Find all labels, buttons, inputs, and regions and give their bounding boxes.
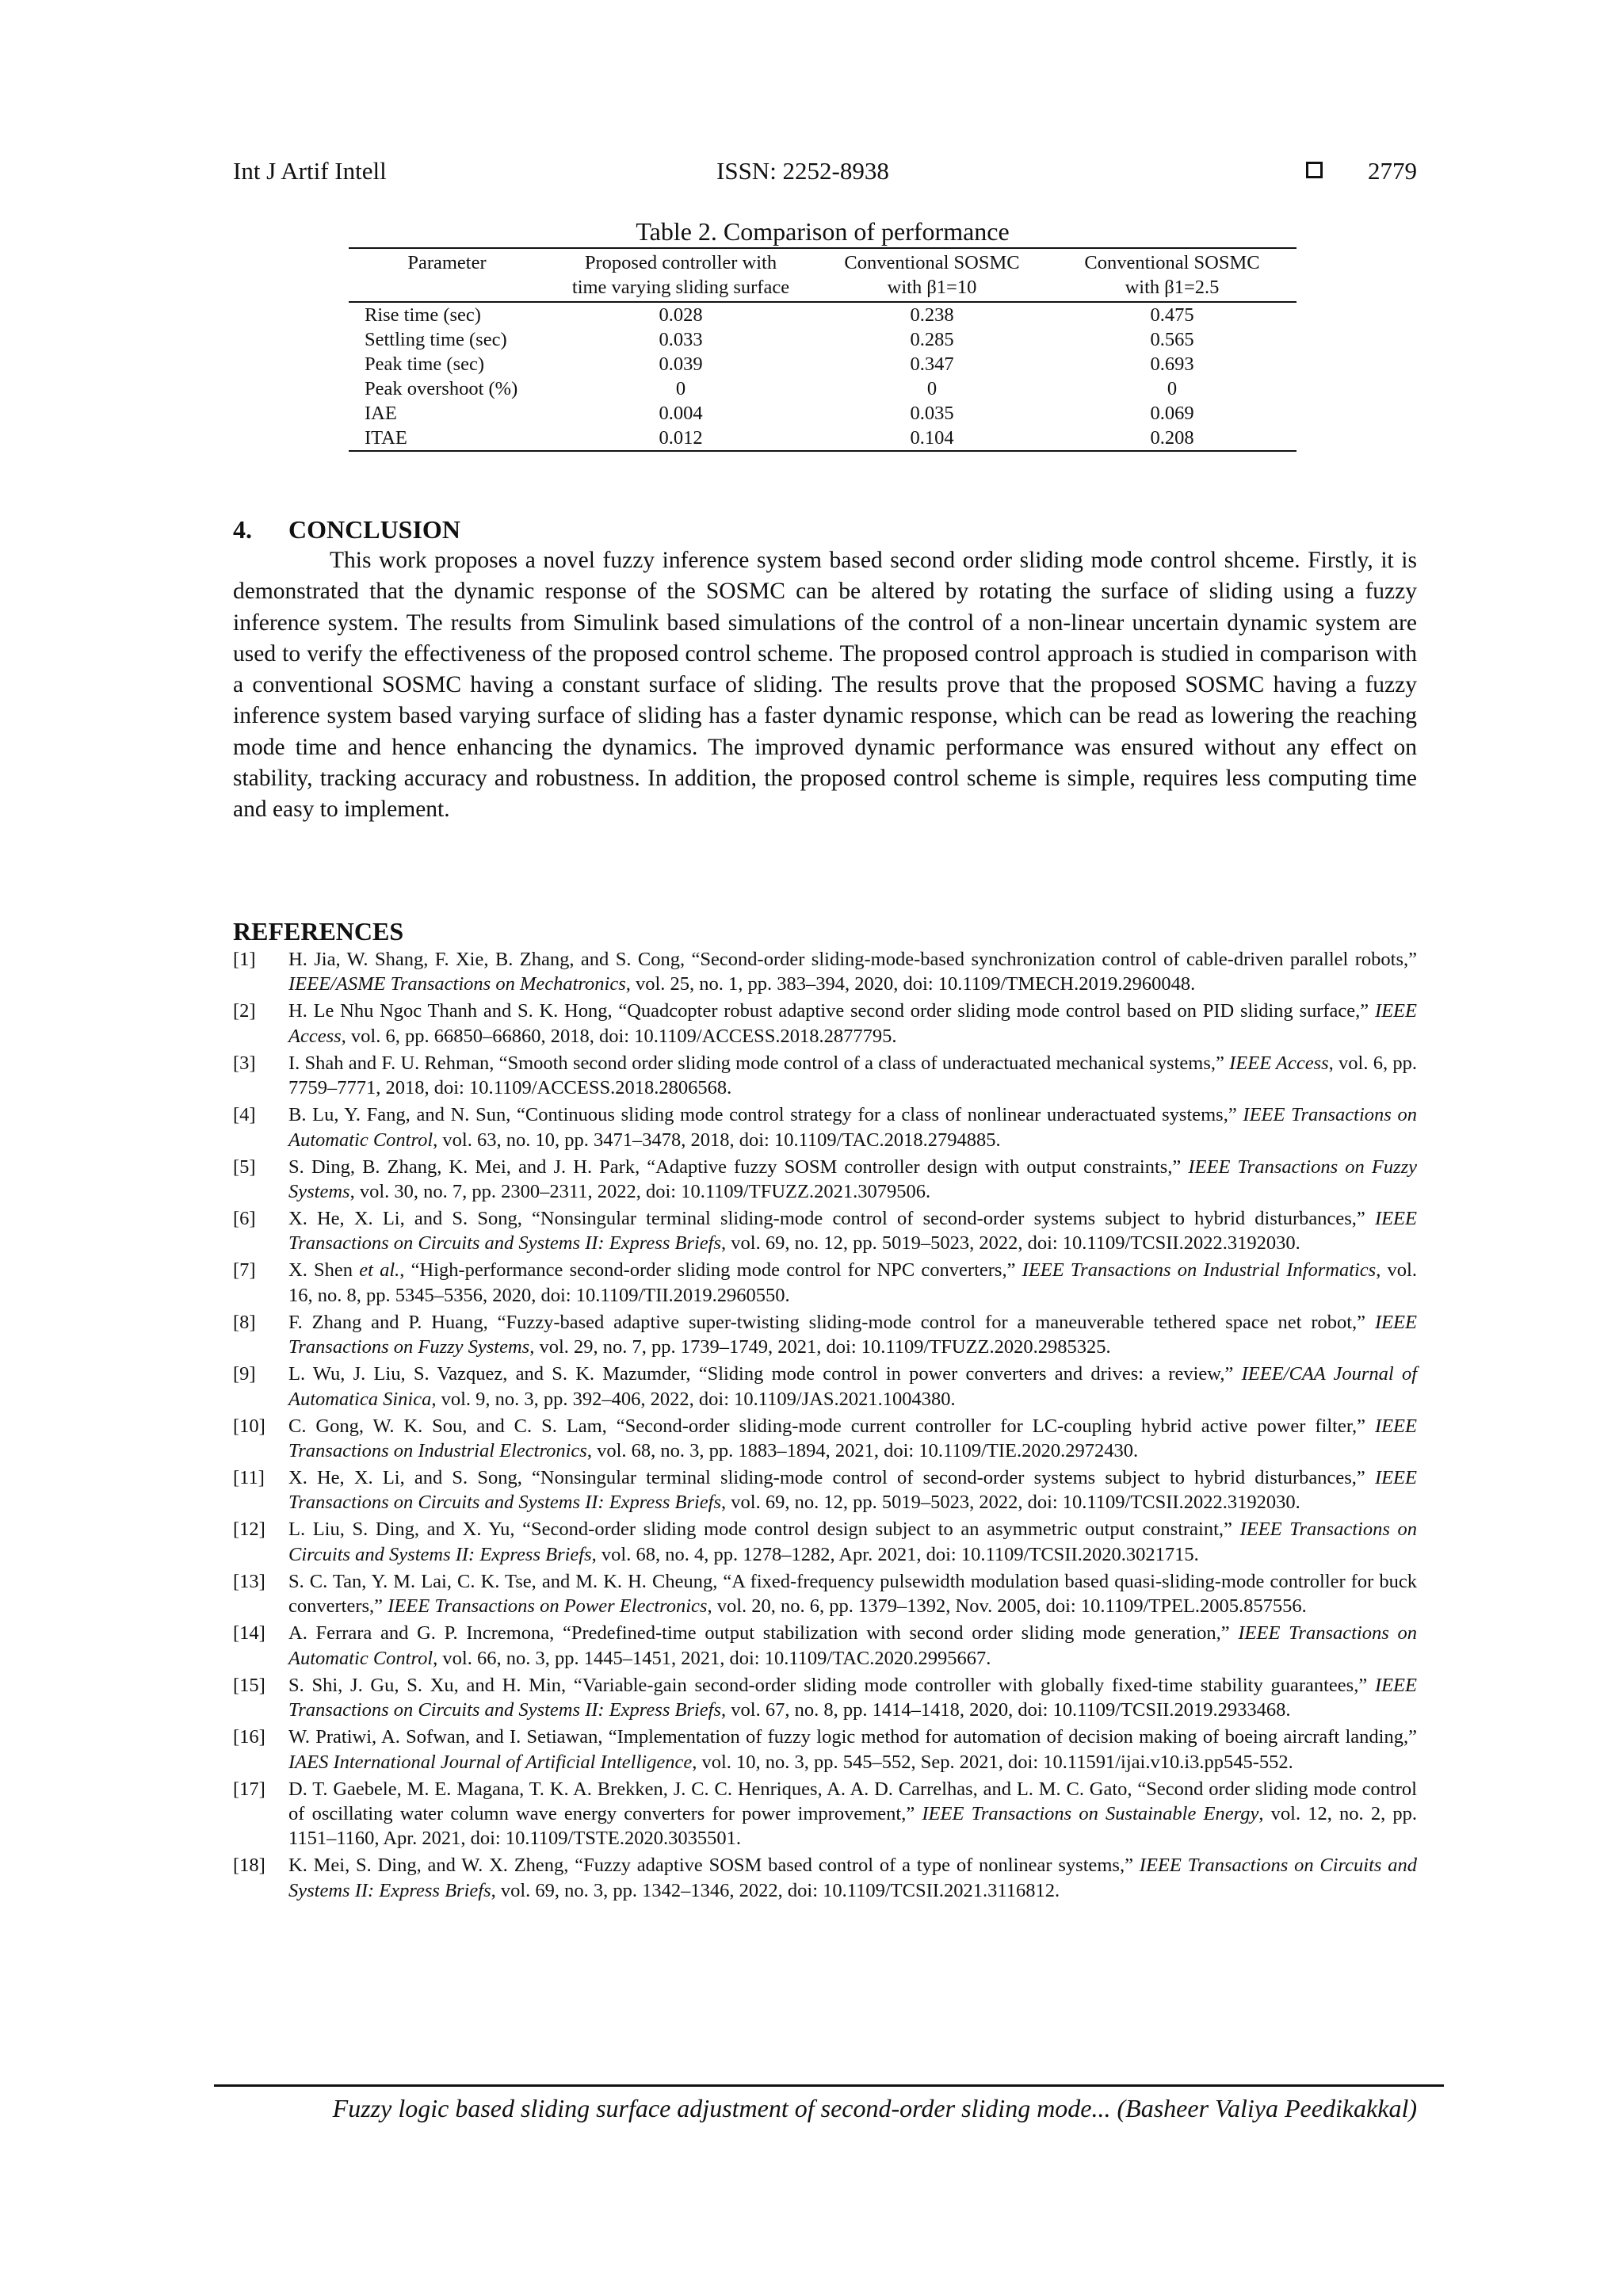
reference-item (233, 1310, 1417, 1360)
reference-number: [7] (233, 1259, 256, 1282)
issn: ISSN: 2252-8938 (716, 157, 889, 185)
table-cell: 0.347 (910, 353, 954, 375)
reference-item (233, 1465, 1417, 1515)
table-cell: 0.039 (659, 353, 703, 375)
performance-table (349, 247, 1296, 452)
page-footer: Fuzzy logic based sliding surface adjustment of second-order sliding mode... (Basheer Valiya Peedikakkal) (332, 2094, 1417, 2122)
reference-number: [16] (233, 1726, 265, 1748)
square-icon (1306, 162, 1323, 178)
footer-rule (214, 2084, 1444, 2087)
reference-details: , vol. 66, no. 3, pp. 1445–1451, 2021, doi: 10.1109/TAC.2020.2995667. (433, 1647, 991, 1669)
reference-number: [9] (233, 1363, 256, 1385)
reference-item (233, 1569, 1417, 1619)
table-header-cell: Parameter (407, 252, 487, 273)
table-cell: 0.012 (659, 427, 703, 449)
reference-details: , vol. 67, no. 8, pp. 1414–1418, 2020, doi: 10.1109/TCSII.2019.2933468. (721, 1699, 1291, 1721)
reference-journal: IEEE Transactions on Circuits and Systems II: Express Briefs (288, 1519, 1417, 1565)
reference-authors-title: H. Le Nhu Ngoc Thanh and S. K. Hong, “Quadcopter robust adaptive second order sliding mode control based on PID sliding surface,” (288, 1000, 1375, 1022)
table-header-cell: Conventional SOSMC with β1=2.5 (1084, 252, 1260, 298)
reference-item (233, 1621, 1417, 1671)
table-cell: 0.033 (659, 329, 703, 350)
reference-journal: IEEE Transactions on Automatic Control (288, 1104, 1417, 1151)
table-cell: 0.475 (1150, 304, 1194, 326)
reference-journal: IEEE Transactions on Circuits and Systems II: Express Briefs (288, 1674, 1417, 1721)
table-cell: Settling time (sec) (365, 329, 507, 350)
reference-journal: IEEE Transactions on Sustainable Energy (922, 1802, 1259, 1824)
reference-number: [3] (233, 1052, 256, 1074)
reference-number: [6] (233, 1208, 256, 1230)
reference-item (233, 947, 1417, 997)
reference-number: [15] (233, 1674, 265, 1696)
reference-details: , vol. 6, pp. 7759–7771, 2018, doi: 10.1109/ACCESS.2018.2806568. (288, 1052, 1417, 1099)
reference-authors-title: I. Shah and F. U. Rehman, “Smooth second order sliding mode control of a class of underactuated mechanical systems,” (288, 1052, 1230, 1074)
reference-authors-title: L. Liu, S. Ding, and X. Yu, “Second-order sliding mode control design subject to an asymmetric output constraint,” (288, 1519, 1240, 1541)
table-header-cell: Conventional SOSMC with β1=10 (844, 252, 1020, 298)
reference-authors-title: X. He, X. Li, and S. Song, “Nonsingular terminal sliding-mode control of second-order systems subject to hybrid disturbances,” (288, 1208, 1375, 1230)
reference-authors-title: B. Lu, Y. Fang, and N. Sun, “Continuous sliding mode control strategy for a class of nonlinear underactuated systems,” (288, 1104, 1243, 1126)
reference-number: [2] (233, 1000, 256, 1022)
table-cell: Rise time (sec) (365, 304, 481, 326)
section-number: 4. (233, 515, 252, 544)
reference-authors-title: W. Pratiwi, A. Sofwan, and I. Setiawan, “Implementation of fuzzy logic method for automation of decision making of boeing aircraft landing,” (288, 1726, 1417, 1748)
table-row (349, 327, 1296, 352)
reference-details: , vol. 68, no. 3, pp. 1883–1894, 2021, doi: 10.1109/TIE.2020.2972430. (586, 1440, 1139, 1462)
table-caption: Table 2. Comparison of performance (636, 217, 1010, 246)
reference-number: [18] (233, 1855, 265, 1877)
table-header-cell: Proposed controller with time varying sliding surface (571, 252, 790, 298)
reference-authors-title: S. C. Tan, Y. M. Lai, C. K. Tse, and M. K. H. Cheung, “A fixed-frequency pulsewidth modulation based quasi-sliding-mode controller for buck converters,” (288, 1570, 1417, 1618)
reference-journal: IEEE Access (1229, 1052, 1329, 1074)
reference-journal: IEEE/CAA Journal of Automatica Sinica (288, 1363, 1417, 1410)
journal-name: Int J Artif Intell (233, 157, 387, 185)
table-row (349, 302, 1296, 327)
reference-number: [11] (233, 1467, 265, 1489)
reference-authors-title: S. Ding, B. Zhang, K. Mei, and J. H. Park, “Adaptive fuzzy SOSM controller design with output constraints,” (288, 1156, 1189, 1178)
reference-journal: IEEE Transactions on Automatic Control (288, 1622, 1417, 1669)
page-number: 2779 (1368, 157, 1417, 185)
reference-journal: IAES International Journal of Artificial Intelligence (288, 1751, 693, 1773)
reference-item (233, 1414, 1417, 1464)
table-cell: 0.069 (1150, 403, 1194, 424)
reference-authors-title: C. Gong, W. K. Sou, and C. S. Lam, “Second-order sliding-mode current controller for LC-coupling hybrid active power filter,” (288, 1415, 1375, 1437)
table-cell: 0 (1167, 378, 1178, 399)
reference-item (233, 1777, 1417, 1851)
reference-details: , vol. 25, no. 1, pp. 383–394, 2020, doi: 10.1109/TMECH.2019.2960048. (625, 973, 1196, 995)
reference-details: , vol. 63, no. 10, pp. 3471–3478, 2018, doi: 10.1109/TAC.2018.2794885. (433, 1129, 1001, 1151)
reference-number: [12] (233, 1519, 265, 1541)
reference-item (233, 1102, 1417, 1152)
table-row (349, 376, 1296, 401)
reference-item (233, 999, 1417, 1049)
reference-item (233, 1258, 1417, 1308)
table-cell: 0 (926, 378, 938, 399)
reference-item (233, 1673, 1417, 1723)
reference-number: [1] (233, 949, 256, 970)
reference-details: , vol. 10, no. 3, pp. 545–552, Sep. 2021, doi: 10.11591/ijai.v10.i3.pp545-552. (692, 1751, 1293, 1773)
reference-details: , vol. 6, pp. 66850–66860, 2018, doi: 10.1109/ACCESS.2018.2877795. (341, 1025, 897, 1047)
reference-journal: IEEE Transactions on Circuits and Systems II: Express Briefs (288, 1208, 1417, 1255)
reference-list (233, 947, 1417, 1905)
reference-journal: IEEE Access (288, 1000, 1417, 1047)
table-cell: 0.693 (1150, 353, 1194, 375)
reference-number: [17] (233, 1778, 265, 1800)
reference-details: , vol. 16, no. 8, pp. 5345–5356, 2020, doi: 10.1109/TII.2019.2960550. (288, 1259, 1417, 1306)
table-row (349, 426, 1296, 451)
reference-item (233, 1206, 1417, 1256)
reference-details: , vol. 20, no. 6, pp. 1379–1392, Nov. 2005, doi: 10.1109/TPEL.2005.857556. (707, 1595, 1307, 1618)
reference-journal: IEEE Transactions on Circuits and Systems II: Express Briefs (288, 1467, 1417, 1514)
reference-item (233, 1051, 1417, 1101)
reference-item (233, 1725, 1417, 1775)
table-cell: 0 (675, 378, 686, 399)
reference-journal: IEEE Transactions on Power Electronics (388, 1595, 708, 1618)
reference-authors-title: L. Wu, J. Liu, S. Vazquez, and S. K. Mazumder, “Sliding mode control in power converters and drives: a review,” (288, 1363, 1242, 1385)
reference-journal: IEEE/ASME Transactions on Mechatronics (288, 973, 626, 995)
reference-item (233, 1362, 1417, 1412)
reference-authors-title: A. Ferrara and G. P. Incremona, “Predefined-time output stabilization with second order sliding mode generation,” (288, 1622, 1239, 1645)
reference-authors-title: H. Jia, W. Shang, F. Xie, B. Zhang, and S. Cong, “Second-order sliding-mode-based synchronization control of cable-driven parallel robots,” (288, 949, 1417, 970)
reference-journal: IEEE Transactions on Industrial Electronics (288, 1415, 1417, 1462)
section-heading (233, 514, 460, 545)
table-cell: 0.285 (910, 329, 954, 350)
reference-details: , vol. 29, no. 7, pp. 1739–1749, 2021, doi: 10.1109/TFUZZ.2020.2985325. (529, 1336, 1111, 1358)
reference-journal: IEEE Transactions on Fuzzy Systems (288, 1311, 1417, 1358)
reference-details: , vol. 68, no. 4, pp. 1278–1282, Apr. 2021, doi: 10.1109/TCSII.2020.3021715. (591, 1543, 1199, 1565)
reference-authors-title: X. Shen (288, 1259, 360, 1282)
reference-number: [8] (233, 1311, 256, 1333)
table-cell: 0.208 (1150, 427, 1194, 449)
reference-journal: IEEE Transactions on Fuzzy Systems (288, 1156, 1417, 1203)
reference-item (233, 1517, 1417, 1567)
table-row (349, 401, 1296, 426)
table-cell: 0.238 (910, 304, 954, 326)
reference-item (233, 1853, 1417, 1903)
reference-number: [5] (233, 1156, 256, 1178)
table-cell: 0.035 (910, 403, 954, 424)
reference-details: , vol. 9, no. 3, pp. 392–406, 2022, doi: 10.1109/JAS.2021.1004380. (431, 1388, 956, 1410)
table-cell: Peak overshoot (%) (365, 378, 518, 399)
table-cell: 0.004 (659, 403, 703, 424)
references-heading: REFERENCES (233, 917, 404, 946)
reference-authors-title: F. Zhang and P. Huang, “Fuzzy-based adaptive super-twisting sliding-mode control for a maneuverable tethered space net robot,” (288, 1311, 1375, 1333)
table-cell: 0.565 (1150, 329, 1194, 350)
reference-et-al: et al. (359, 1259, 400, 1282)
reference-title: , “High-performance second-order sliding mode control for NPC converters,” (399, 1259, 1022, 1282)
reference-journal: IEEE Transactions on Industrial Informatics (1022, 1259, 1377, 1282)
table-header-row (349, 248, 1296, 302)
reference-details: , vol. 69, no. 3, pp. 1342–1346, 2022, doi: 10.1109/TCSII.2021.3116812. (491, 1879, 1060, 1901)
reference-authors-title: K. Mei, S. Ding, and W. X. Zheng, “Fuzzy adaptive SOSM based control of a type of nonlinear systems,” (288, 1855, 1140, 1877)
reference-authors-title: D. T. Gaebele, M. E. Magana, T. K. A. Brekken, J. C. C. Henriques, A. A. D. Carrelhas, and L. M. C. Gato, “Second order sliding mode control of oscillating water column wave energy converters for power improvement,” (288, 1778, 1417, 1824)
reference-authors-title: X. He, X. Li, and S. Song, “Nonsingular terminal sliding-mode control of second-order systems subject to hybrid disturbances,” (288, 1467, 1375, 1489)
reference-details: , vol. 69, no. 12, pp. 5019–5023, 2022, doi: 10.1109/TCSII.2022.3192030. (721, 1492, 1300, 1514)
reference-details: , vol. 30, no. 7, pp. 2300–2311, 2022, doi: 10.1109/TFUZZ.2021.3079506. (349, 1181, 931, 1203)
table-row (349, 352, 1296, 376)
table-cell: 0.028 (659, 304, 703, 326)
reference-number: [14] (233, 1622, 265, 1645)
reference-number: [13] (233, 1570, 265, 1592)
table-cell: IAE (365, 403, 397, 424)
table-cell: ITAE (365, 427, 407, 449)
reference-number: [4] (233, 1104, 256, 1126)
table-cell: 0.104 (910, 427, 954, 449)
reference-number: [10] (233, 1415, 265, 1437)
conclusion-paragraph: This work proposes a novel fuzzy inference system based second order sliding mode control shceme. Firstly, it is demonstrated that the dynamic response of the SOSMC can be altered by rotating the surface of sliding using a fuzzy inference system. The results from Simulink based simulations of the control of a non-linear uncertain dynamic system are used to verify the effectiveness of the proposed control scheme. The proposed control approach is studied in comparison with a conventional SOSMC having a constant surface of sliding. The results prove that the proposed SOSMC having a fuzzy inference system based varying surface of sliding has a faster dynamic response, which can be read as lowering the reaching mode time and hence enhancing the dynamics. The improved dynamic performance was ensured without any effect on stability, tracking accuracy and robustness. In addition, the proposed control scheme is simple, requires less computing time and easy to implement. (233, 548, 1417, 823)
reference-journal: IEEE Transactions on Circuits and Systems II: Express Briefs (288, 1855, 1417, 1901)
reference-item (233, 1155, 1417, 1205)
table-cell: Peak time (sec) (365, 353, 485, 375)
reference-authors-title: S. Shi, J. Gu, S. Xu, and H. Min, “Variable-gain second-order sliding mode controller with globally fixed-time stability guarantees,” (288, 1674, 1375, 1696)
page-header (233, 155, 1417, 187)
reference-details: , vol. 12, no. 2, pp. 1151–1160, Apr. 2021, doi: 10.1109/TSTE.2020.3035501. (288, 1802, 1417, 1850)
section-title: CONCLUSION (288, 515, 460, 544)
reference-details: , vol. 69, no. 12, pp. 5019–5023, 2022, doi: 10.1109/TCSII.2022.3192030. (721, 1232, 1300, 1255)
